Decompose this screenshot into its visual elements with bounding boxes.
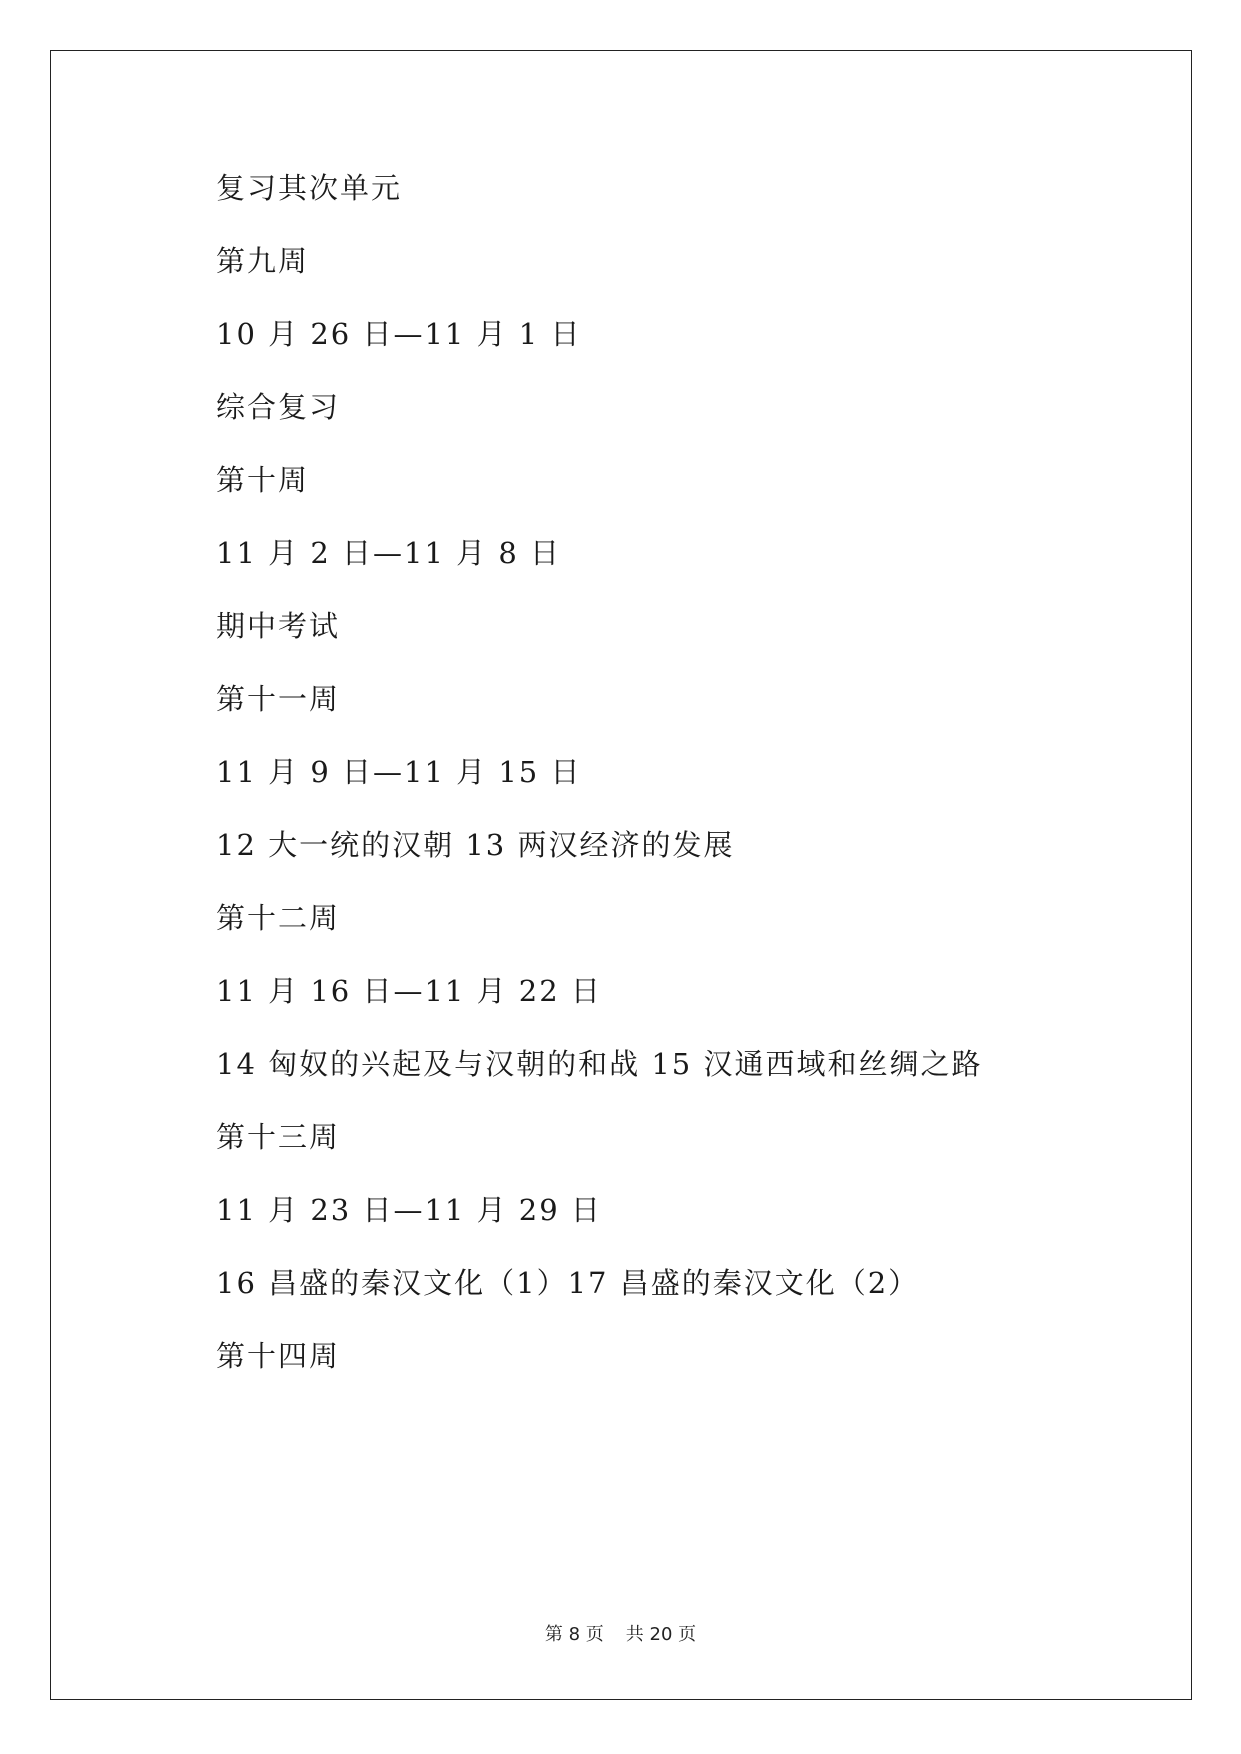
text-line: 11 月 23 日—11 月 29 日 <box>216 1193 602 1227</box>
page-number: 第 8 页 <box>544 1624 604 1645</box>
text-line: 第九周 <box>216 244 310 278</box>
text-line: 10 月 26 日—11 月 1 日 <box>216 317 582 351</box>
text-line: 第十四周 <box>216 1339 341 1373</box>
text-line: 第十二周 <box>216 901 341 935</box>
page-footer <box>0 1620 1241 1646</box>
text-line: 第十周 <box>216 463 310 497</box>
text-line: 11 月 9 日—11 月 15 日 <box>216 755 582 789</box>
page-total: 共 20 页 <box>625 1624 697 1645</box>
text-line: 第十一周 <box>216 682 341 716</box>
text-line: 复习其次单元 <box>216 171 403 205</box>
text-line: 16 昌盛的秦汉文化（1）17 昌盛的秦汉文化（2） <box>216 1266 920 1300</box>
text-line: 14 匈奴的兴起及与汉朝的和战 15 汉通西域和丝绸之路 <box>216 1047 983 1081</box>
text-line: 11 月 2 日—11 月 8 日 <box>216 536 562 570</box>
text-line: 综合复习 <box>216 390 341 424</box>
text-line: 11 月 16 日—11 月 22 日 <box>216 974 602 1008</box>
text-line: 第十三周 <box>216 1120 341 1154</box>
text-line: 期中考试 <box>216 609 341 643</box>
page-border <box>50 50 1192 1700</box>
text-line: 12 大一统的汉朝 13 两汉经济的发展 <box>216 828 735 862</box>
